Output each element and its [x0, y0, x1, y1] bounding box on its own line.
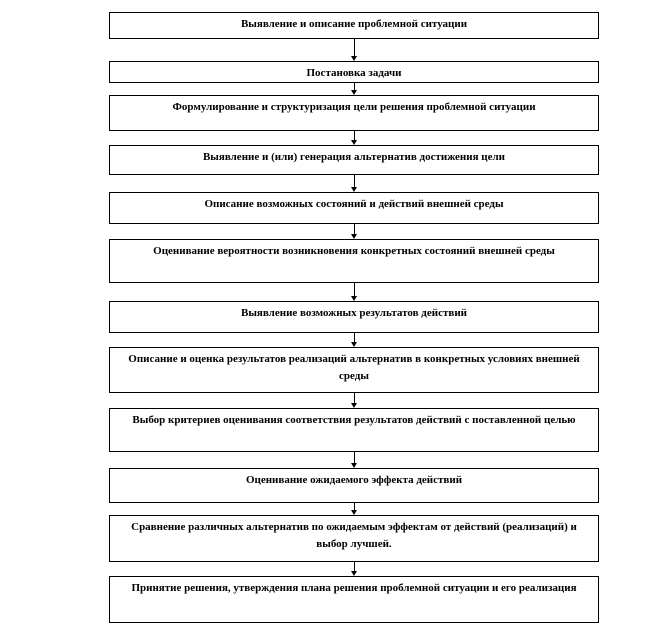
flow-step-10	[109, 468, 599, 503]
flow-arrow	[351, 224, 358, 239]
flow-arrow	[351, 503, 358, 515]
flow-step-label: Выбор критериев оценивания соответствия результатов действий с поставленной целью	[132, 414, 576, 426]
flow-arrow	[351, 452, 358, 468]
flow-arrow	[351, 39, 358, 61]
flow-step-label: Описание возможных состояний и действий внешней среды	[204, 198, 504, 210]
flow-arrow	[351, 283, 358, 301]
flow-arrow	[351, 83, 358, 95]
flow-arrow	[351, 175, 358, 192]
flow-step-label: Оценивание ожидаемого эффекта действий	[245, 474, 463, 486]
flow-step-label: Постановка задачи	[306, 67, 402, 79]
flow-step-11	[109, 515, 599, 562]
flow-step-4	[109, 145, 599, 175]
flow-step-7	[109, 301, 599, 333]
flow-step-8	[109, 347, 599, 393]
flow-step-label: Сравнение различных альтернатив по ожидаемым эффектам от действий (реализаций) и выбор лучшей.	[131, 521, 577, 550]
flow-step-label: Выявление и (или) генерация альтернатив достижения цели	[202, 151, 506, 163]
flow-step-9	[109, 408, 599, 452]
flow-step-label: Описание и оценка результатов реализаций альтернатив в конкретных условиях внешней среды	[128, 353, 580, 382]
flow-step-label: Выявление возможных результатов действий	[241, 307, 467, 319]
flow-step-2	[109, 61, 599, 83]
flow-step-6	[109, 239, 599, 283]
flow-step-label: Выявление и описание проблемной ситуации	[240, 18, 468, 30]
flow-step-3	[109, 95, 599, 131]
flow-arrow	[351, 393, 358, 408]
flow-step-12	[109, 576, 599, 623]
flow-step-5	[109, 192, 599, 224]
flow-arrow	[351, 131, 358, 145]
flow-step-1	[109, 12, 599, 39]
flow-arrow	[351, 333, 358, 347]
flow-step-label: Принятие решения, утверждения плана решения проблемной ситуации и его реализация	[131, 582, 577, 594]
flow-step-label: Оценивание вероятности возникновения конкретных состояний внешней среды	[153, 245, 555, 257]
flow-arrow	[351, 562, 358, 576]
flow-step-label: Формулирование и структуризация цели решения проблемной ситуации	[172, 101, 536, 113]
